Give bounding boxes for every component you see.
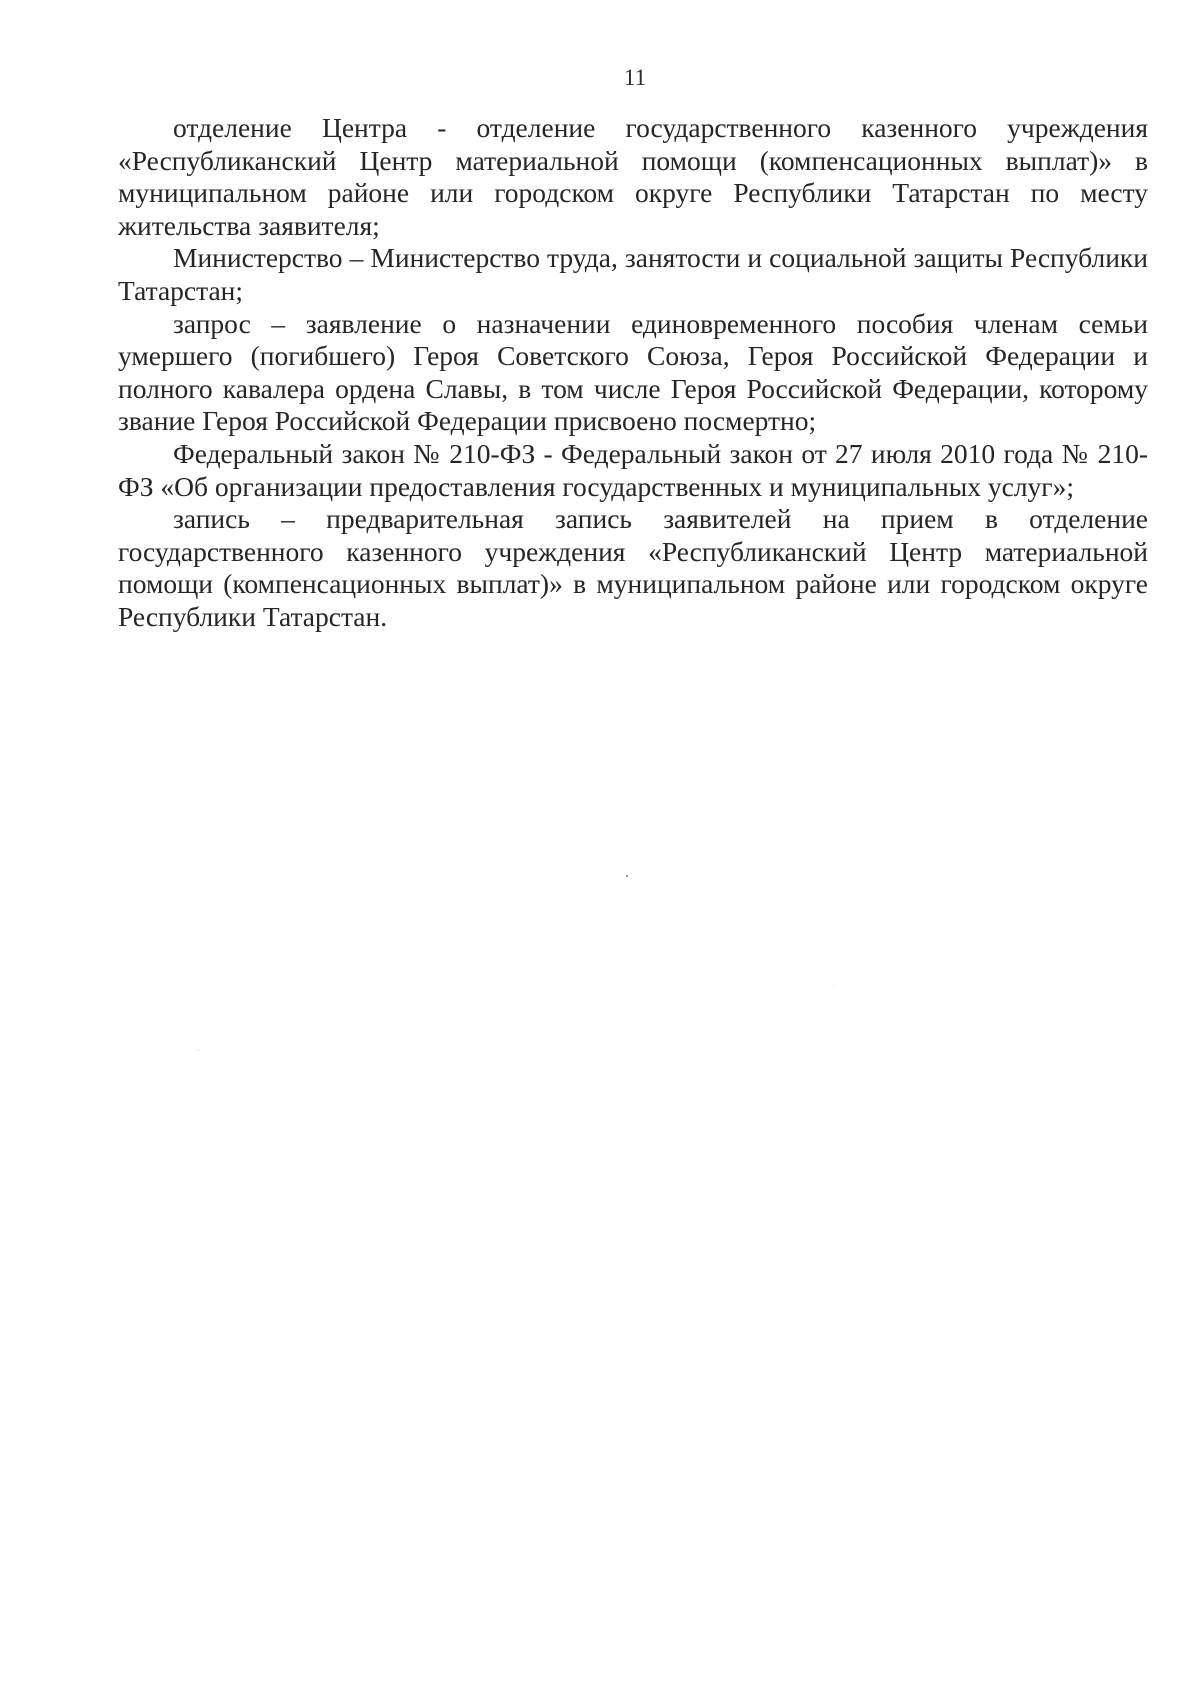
page-number: 11 bbox=[623, 65, 647, 90]
paragraph-request-definition: запрос – заявление о назначении единовременного пособия членам семьи умершего (погибшего) Героя Советского Союза, Героя Российской Федерации и полного кавалера ордена Славы, в том числе Героя Российской Федерации, которому звание Героя Российской Федерации присвоено посмертно; bbox=[118, 307, 1148, 437]
paragraph-department-definition: отделение Центра - отделение государственного казенного учреждения «Республиканский Центр материальной помощи (компенсационных выплат)» в муниципальном районе или городском округе Республики Татарстан по месту жительства заявителя; bbox=[118, 112, 1148, 241]
paragraph-federal-law-definition: Федеральный закон № 210-ФЗ - Федеральный закон от 27 июля 2010 года № 210-ФЗ «Об организации предоставления государственных и муниципальных услуг»; bbox=[118, 437, 1148, 502]
scan-speck bbox=[626, 875, 628, 877]
paragraph-ministry-definition: Министерство – Министерство труда, занятости и социальной защиты Республики Татарстан; bbox=[118, 242, 1148, 306]
scan-speck bbox=[833, 985, 834, 986]
scan-speck bbox=[198, 1050, 199, 1051]
paragraph-appointment-definition: запись – предварительная запись заявителей на прием в отделение государственного казенного учреждения «Республиканский Центр материальной помощи (компенсационных выплат)» в муниципальном районе или городском округе Республики Татарстан. bbox=[118, 503, 1148, 632]
document-body bbox=[118, 112, 1148, 634]
